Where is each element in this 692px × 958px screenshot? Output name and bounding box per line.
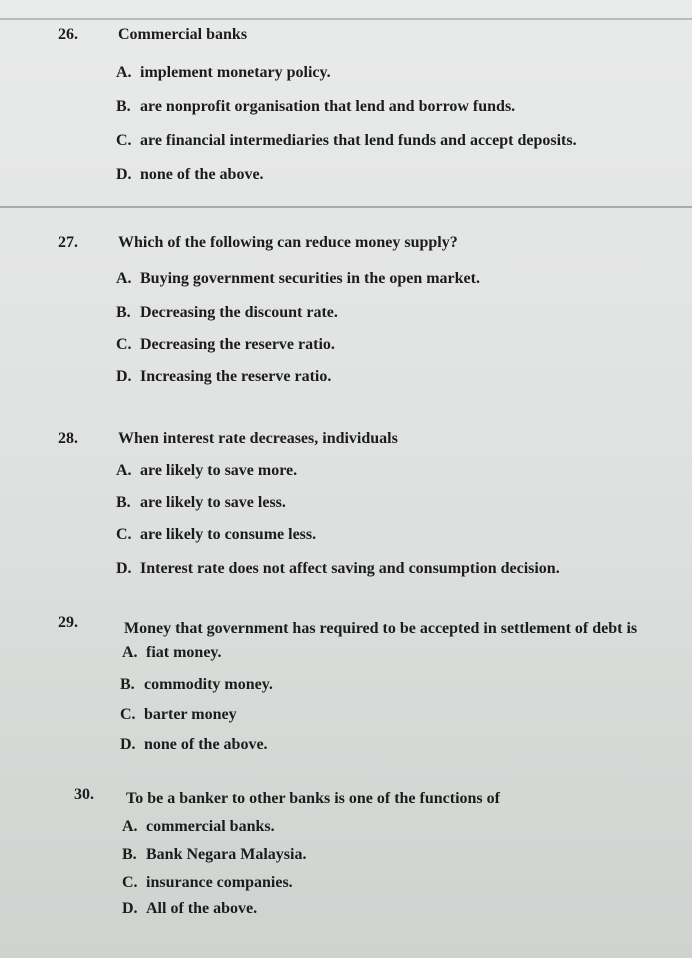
option-a[interactable] <box>122 818 275 836</box>
option-letter: B. <box>122 846 137 863</box>
option-letter: D. <box>122 900 138 917</box>
option-text: are likely to consume less. <box>140 526 317 543</box>
option-letter: D. <box>120 736 136 753</box>
question-text: Which of the following can reduce money supply? <box>118 234 458 251</box>
option-letter: A. <box>122 818 138 835</box>
option-text: insurance companies. <box>146 874 293 891</box>
option-text: implement monetary policy. <box>140 64 331 81</box>
option-a[interactable] <box>122 644 222 662</box>
question-number: 29. <box>58 614 78 631</box>
question-number: 26. <box>58 26 78 43</box>
option-letter: C. <box>120 706 136 723</box>
option-letter: C. <box>116 526 132 543</box>
option-d[interactable] <box>116 368 331 386</box>
option-letter: B. <box>116 98 131 115</box>
section-divider <box>0 206 692 208</box>
option-b[interactable] <box>116 304 338 322</box>
question-number: 28. <box>58 430 78 447</box>
option-letter: B. <box>120 676 135 693</box>
option-b[interactable] <box>122 846 306 864</box>
option-letter: A. <box>122 644 138 661</box>
question-number: 27. <box>58 234 78 251</box>
option-text: Increasing the reserve ratio. <box>140 368 332 385</box>
question-text: When interest rate decreases, individuals <box>118 430 398 447</box>
option-c[interactable] <box>116 526 316 544</box>
option-c[interactable] <box>122 874 293 892</box>
option-letter: D. <box>116 368 132 385</box>
option-d[interactable] <box>116 166 264 184</box>
question-text: Money that government has required to be accepted in settlement of debt is <box>124 620 638 637</box>
option-b[interactable] <box>116 494 286 512</box>
option-letter: C. <box>122 874 138 891</box>
option-letter: A. <box>116 270 132 287</box>
option-letter: A. <box>116 64 132 81</box>
option-text: are financial intermediaries that lend funds and accept deposits. <box>140 132 577 149</box>
option-a[interactable] <box>116 462 297 480</box>
top-divider <box>0 18 692 20</box>
option-text: none of the above. <box>140 166 264 183</box>
option-text: commodity money. <box>144 676 273 693</box>
option-letter: B. <box>116 304 131 321</box>
option-letter: C. <box>116 336 132 353</box>
option-text: none of the above. <box>144 736 268 753</box>
option-c[interactable] <box>116 336 335 354</box>
option-letter: D. <box>116 560 132 577</box>
option-text: barter money <box>144 706 237 723</box>
option-text: commercial banks. <box>146 818 275 835</box>
option-text: are likely to save less. <box>140 494 286 511</box>
option-text: are nonprofit organisation that lend and borrow funds. <box>140 98 516 115</box>
option-text: Bank Negara Malaysia. <box>146 846 307 863</box>
option-d[interactable] <box>120 736 268 754</box>
option-text: are likely to save more. <box>140 462 298 479</box>
option-text: Decreasing the discount rate. <box>140 304 338 321</box>
option-d[interactable] <box>122 900 257 918</box>
option-b[interactable] <box>120 676 273 694</box>
option-letter: C. <box>116 132 132 149</box>
option-a[interactable] <box>116 270 480 288</box>
option-c[interactable] <box>120 706 237 724</box>
option-text: fiat money. <box>146 644 222 661</box>
option-c[interactable] <box>116 132 577 150</box>
option-text: Decreasing the reserve ratio. <box>140 336 335 353</box>
option-b[interactable] <box>116 98 515 116</box>
option-text: Interest rate does not affect saving and consumption decision. <box>140 560 560 577</box>
question-text: To be a banker to other banks is one of the functions of <box>126 790 500 807</box>
question-text: Commercial banks <box>118 26 248 43</box>
option-letter: D. <box>116 166 132 183</box>
option-letter: A. <box>116 462 132 479</box>
option-text: Buying government securities in the open market. <box>140 270 480 287</box>
option-d[interactable] <box>116 560 560 578</box>
option-text: All of the above. <box>146 900 258 917</box>
question-number: 30. <box>74 786 94 803</box>
option-a[interactable] <box>116 64 331 82</box>
option-letter: B. <box>116 494 131 511</box>
